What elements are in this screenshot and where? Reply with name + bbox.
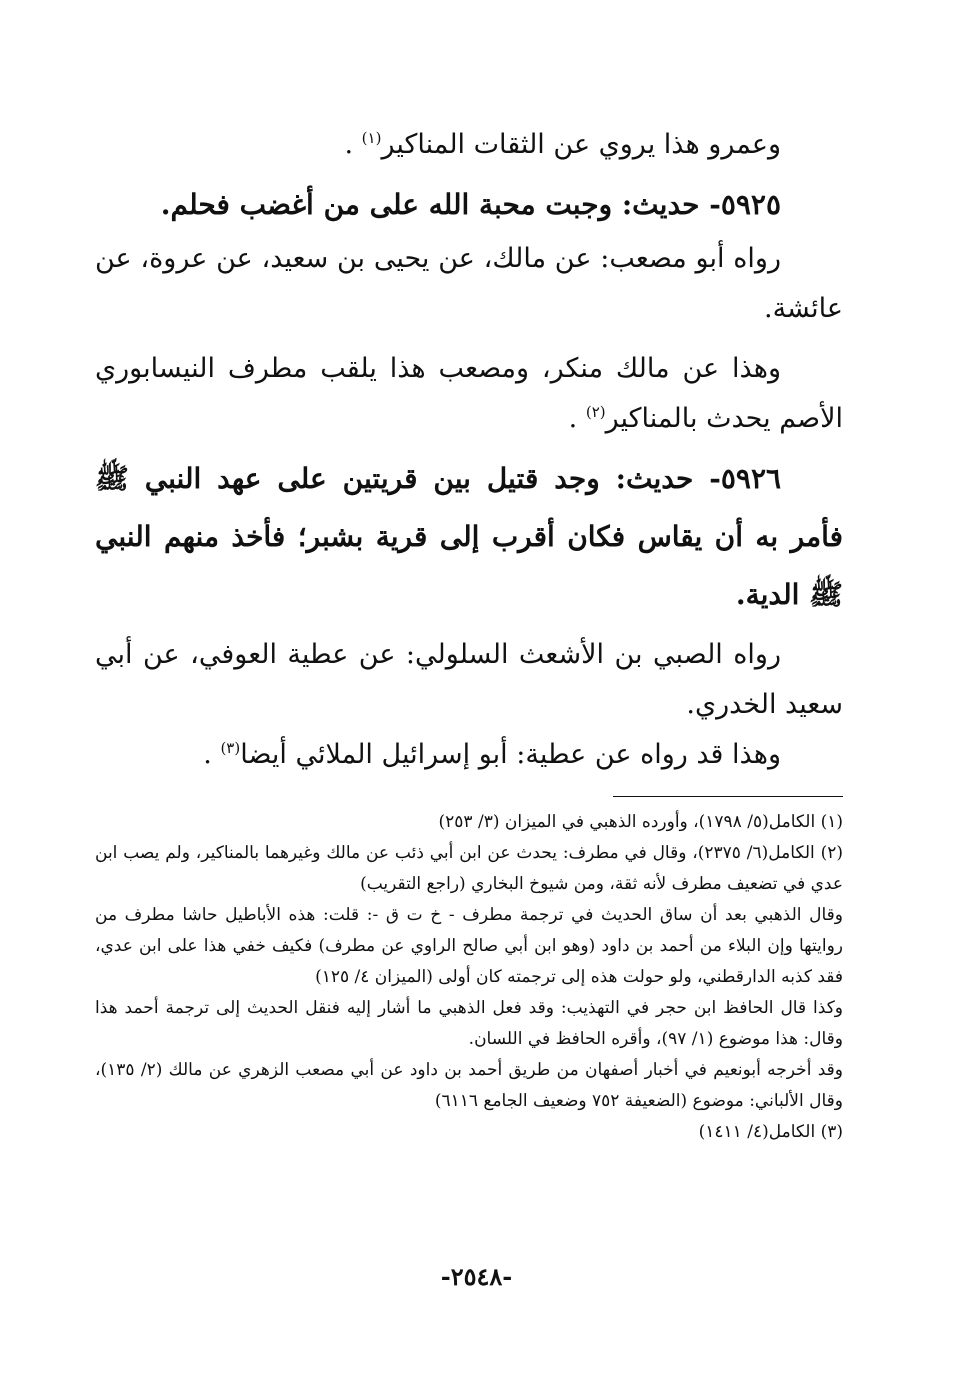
page-number: -٢٥٤٨- [440,1262,513,1291]
footnote-3: (٣) الكامل(٤/ ١٤١١) [698,1122,843,1142]
hadith-heading-5925 [95,176,843,234]
hadith-heading-5926 [95,450,843,624]
hadith-text: حديث: وجد قتيل بين قريتين على عهد النبي ﷺ فأمر به أن يقاس فكان أقرب إلى قرية بشبر؛ فأخذ منهم النبي ﷺ الدية. [95,462,843,611]
paragraph-1: وعمرو هذا يروي عن الثقات المناكير$^{(١)}$ . [344,129,781,160]
footnote-2-cont-c: وقد أخرجه أبونعيم في أخبار أصفهان من طريق أحمد بن داود عن أبي مصعب الزهري عن مالك (٢/ ١٣٥)، وقال الألباني: موضوع (الضعيفة ٧٥٢ وضعيف الجامع ٦١١٦) [95,1060,843,1111]
footnote-2: (٢) الكامل(٦/ ٢٣٧٥)، وقال في مطرف: يحدث عن ابن أبي ذئب عن مالك وغيرهما بالمناكير، ولم يصب ابن عدي في تضعيف مطرف لأنه ثقة، ومن شيوخ البخاري (راجع التقريب) [95,843,843,894]
paragraph-5: وهذا قد رواه عن عطية: أبو إسرائيل الملائي أيضا$^{(٣)}$ . [203,739,781,770]
hadith-number: ٥٩٢٦- [709,462,782,495]
footnote-2-cont-a: وقال الذهبي بعد أن ساق الحديث في ترجمة مطرف - خ ت ق -: قلت: هذه الأباطيل حاشا مطرف من روايتها وإن البلاء من أحمد بن داود (وهو ابن أبي صالح الراوي عن مطرف) فكيف خفي هذا على ابن عدي، فقد كذبه الدارقطني، ولو حولت هذه إلى ترجمته كان أولى (الميزان ٤/ ١٢٥) [95,905,843,987]
footnote-1: (١) الكامل(٥/ ١٧٩٨)، وأورده الذهبي في الميزان (٣/ ٢٥٣) [438,812,843,832]
page-body [95,120,843,1148]
footnote-separator [613,796,843,797]
footnotes [95,807,843,1148]
paragraph-4: رواه الصبي بن الأشعث السلولي: عن عطية العوفي، عن أبي سعيد الخدري. [95,639,843,720]
hadith-number: ٥٩٢٥- [709,188,781,221]
hadith-text: حديث: وجبت محبة الله على من أغضب فحلم. [160,188,700,221]
footnote-ref-2[interactable]: (٢) [585,403,606,421]
paragraph-3: وهذا عن مالك منكر، ومصعب هذا يلقب مطرف النيسابوري الأصم يحدث بالمناكير$^{(٢)}$ . [95,353,843,434]
footnote-ref-3[interactable]: (٣) [220,739,241,757]
footnote-ref-1[interactable]: (١) [361,129,382,147]
footnote-2-cont-b: وكذا قال الحافظ ابن حجر في التهذيب: وقد فعل الذهبي ما أشار إليه فنقل الحديث إلى ترجمة أحمد هذا وقال: هذا موضوع (١/ ٩٧)، وأقره الحافظ في اللسان. [95,998,843,1049]
paragraph-2: رواه أبو مصعب: عن مالك، عن يحيى بن سعيد، عن عروة، عن عائشة. [95,243,843,324]
